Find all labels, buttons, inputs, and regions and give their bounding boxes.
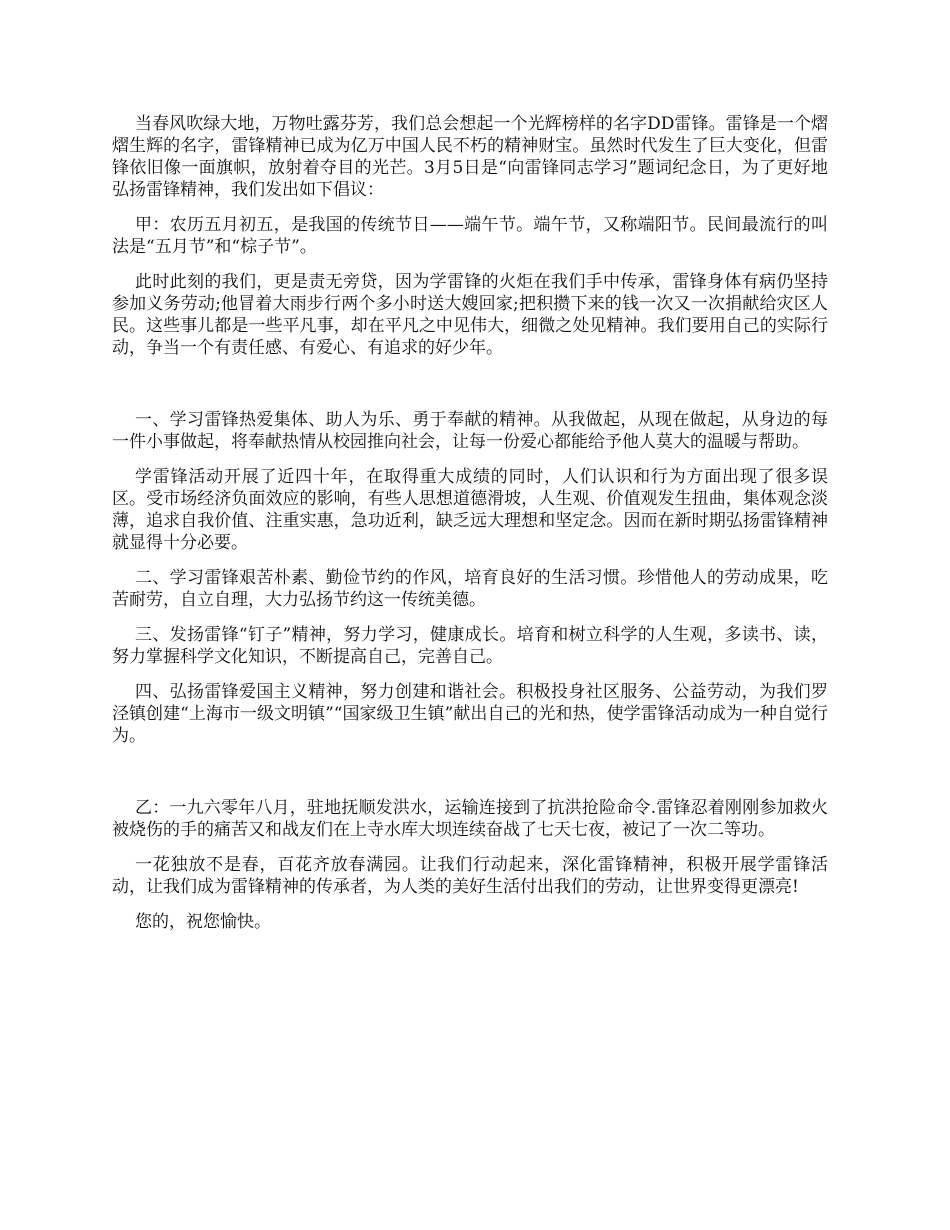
paragraph-forty-years: 学雷锋活动开展了近四十年，在取得重大成绩的同时，人们认识和行为方面出现了很多误区。受市场经济负面效应的影响，有些人思想道德滑坡，人生观、价值观发生扭曲，集体观念淡薄，追求自我价值、注重实惠，急功近利，缺乏远大理想和坚定念。因而在新时期弘扬雷锋精神就显得十分必要。	[112, 467, 828, 553]
paragraph-point-two: 二、学习雷锋艰苦朴素、勤俭节约的作风，培育良好的生活习惯。珍惜他人的劳动成果，吃苦耐劳，自立自理，大力弘扬节约这一传统美德。	[112, 568, 828, 610]
section-gap	[112, 760, 828, 797]
paragraph-jia: 甲：农历五月初五，是我国的传统节日——端午节。端午节，又称端阳节。民间最流行的叫法是“五月节”和“棕子节”。	[112, 215, 828, 257]
paragraph-point-four: 四、弘扬雷锋爱国主义精神，努力创建和谐社会。积极投身社区服务、公益劳动，为我们罗泾镇创建“上海市一级文明镇”“国家级卫生镇”献出自己的光和热，使学雷锋活动成为一种自觉行为。	[112, 682, 828, 746]
paragraph-closing: 一花独放不是春，百花齐放春满园。让我们行动起来，深化雷锋精神，积极开展学雷锋活动，让我们成为雷锋精神的传承者，为人类的美好生活付出我们的劳动，让世界变得更漂亮!	[112, 855, 828, 897]
document-body	[112, 113, 828, 946]
paragraph-intro: 当春风吹绿大地，万物吐露芬芳，我们总会想起一个光辉榜样的名字DD雷锋。雷锋是一个熠熠生辉的名字，雷锋精神已成为亿万中国人民不朽的精神财宝。虽然时代发生了巨大变化，但雷锋依旧像一面旗帜，放射着夺目的光芒。3月5日是“向雷锋同志学习”题词纪念日，为了更好地弘扬雷锋精神，我们发出如下倡议：	[112, 114, 828, 200]
paragraph-responsibility: 此时此刻的我们，更是责无旁贷，因为学雷锋的火炬在我们手中传承，雷锋身体有病仍坚持参加义务劳动;他冒着大雨步行两个多小时送大嫂回家;把积攒下来的钱一次又一次捐献给灾区人民。这些事儿都是一些平凡事，却在平凡之中见伟大，细微之处见精神。我们要用自己的实际行动，争当一个有责任感、有爱心、有追求的好少年。	[112, 272, 828, 358]
paragraph-point-three: 三、发扬雷锋“钉子”精神，努力学习，健康成长。培育和树立科学的人生观，多读书、读，努力掌握科学文化知识，不断提高自己，完善自己。	[112, 625, 828, 667]
paragraph-point-one: 一、学习雷锋热爱集体、助人为乐、勇于奉献的精神。从我做起，从现在做起，从身边的每一件小事做起，将奉献热情从校园推向社会，让每一份爱心都能给予他人莫大的温暖与帮助。	[112, 410, 828, 452]
paragraph-sign-off: 您的，祝您愉快。	[135, 912, 271, 932]
paragraph-yi: 乙：一九六零年八月，驻地抚顺发洪水，运输连接到了抗洪抢险命令.雷锋忍着刚刚参加救火被烧伤的手的痛苦又和战友们在上寺水库大坝连续奋战了七天七夜，被记了一次二等功。	[112, 798, 828, 840]
section-gap	[112, 372, 828, 409]
